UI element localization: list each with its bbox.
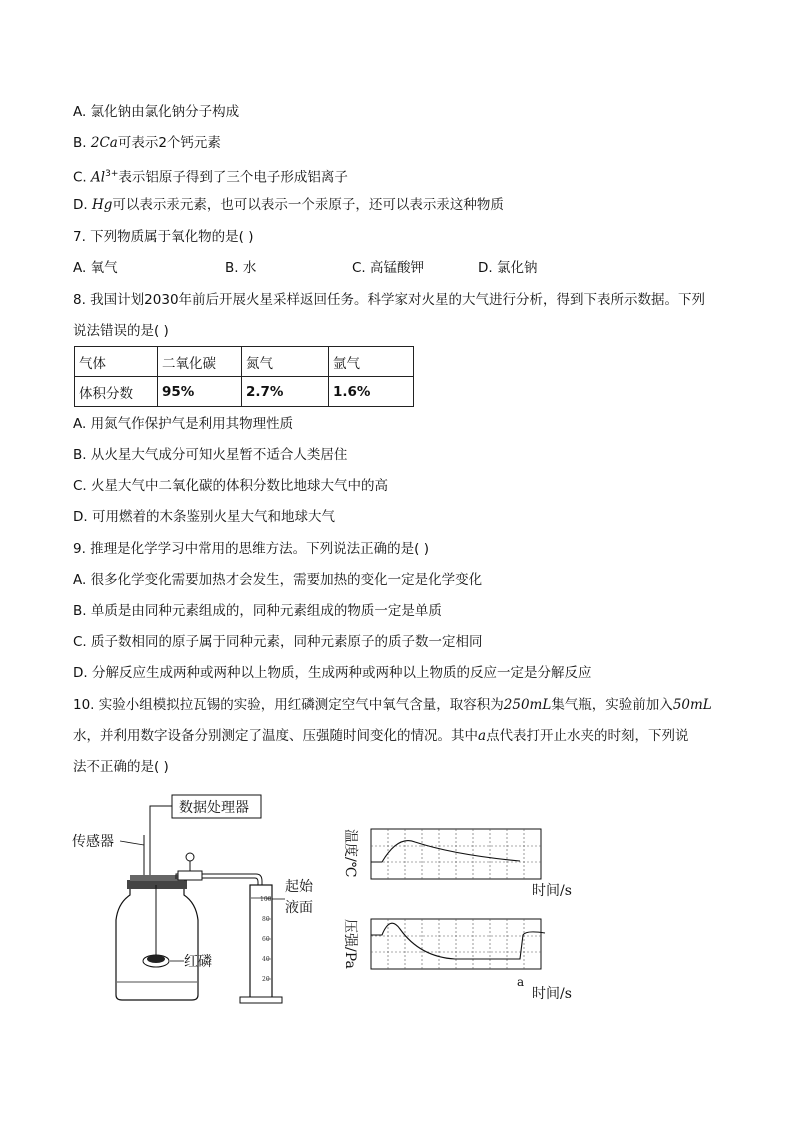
temperature-time-label: 时间/s [532,883,572,899]
phosphorus-label: 红磷 [184,954,212,970]
q8-option-d: D. 可用燃着的木条鉴别火星大气和地球大气 [73,509,335,525]
q6-option-d-suffix: 可以表示汞元素，也可以表示一个汞原子，还可以表示汞这种物质 [112,197,504,213]
mars-atmosphere-table [74,346,414,407]
table-cell: 体积分数 [75,377,158,407]
q6-option-c-charge: 3+ [105,169,119,179]
q6-option-d-prefix: D. [73,197,92,213]
start-level-label-2: 液面 [285,900,313,916]
cylinder-tick: 20 [262,976,270,983]
table-cell: 气体 [75,347,158,377]
q7-option-b: B. 水 [225,260,257,276]
q6-option-d [73,195,504,215]
q8-stem-line1: 8. 我国计划2030年前后开展火星采样返回任务。科学家对火星的大气进行分析，得到下表所示数据。下列 [73,292,706,308]
q6-option-c-prefix: C. [73,169,92,186]
q10-stem-line3: 法不正确的是( ) [73,759,169,775]
q7-option-a: A. 氧气 [73,260,118,276]
cylinder-tick: 60 [262,936,270,943]
gas-collecting-bottle [116,888,198,1000]
q10-point-var: a [478,728,487,744]
q9-option-a: A. 很多化学变化需要加热才会发生，需要加热的变化一定是化学变化 [73,572,483,588]
q9-stem: 9. 推理是化学学习中常用的思维方法。下列说法正确的是( ) [73,541,429,557]
pressure-axis-label: 压强/Pa [342,919,358,969]
table-cell: 氮气 [242,347,329,377]
q6-option-c-suffix: 表示铝原子得到了三个电子形成铝离子 [118,169,348,186]
cylinder-tick: 80 [262,916,270,923]
pressure-time-label: 时间/s [532,986,572,1002]
q7-option-c: C. 高锰酸钾 [352,260,425,276]
q10-volume-1: 250mL [503,697,552,713]
table-cell: 1.6% [329,377,414,407]
point-a-label: a [517,975,525,989]
q8-option-a: A. 用氮气作保护气是利用其物理性质 [73,416,294,432]
cylinder-tick: 40 [262,956,270,963]
q6-option-c [73,164,348,188]
q10-text: 10. 实验小组模拟拉瓦锡的实验，用红磷测定空气中氧气含量，取容积为 [73,697,504,713]
q10-text: 点代表打开止水夹的时刻，下列说 [486,728,689,744]
table-cell: 95% [158,377,242,407]
q10-stem-line1 [73,695,712,715]
q9-option-b: B. 单质是由同种元素组成的，同种元素组成的物质一定是单质 [73,603,442,619]
water-stop-clamp[interactable] [178,871,202,880]
stopper [127,880,187,889]
q6-option-a: A. 氯化钠由氯化钠分子构成 [73,104,240,120]
table-cell: 2.7% [242,377,329,407]
q7-option-d: D. 氯化钠 [478,260,538,276]
q8-stem-line2: 说法错误的是( ) [73,323,169,339]
clamp-screw-icon[interactable] [186,853,194,861]
table-cell: 二氧化碳 [158,347,242,377]
q8-option-c: C. 火星大气中二氧化碳的体积分数比地球大气中的高 [73,478,389,494]
q6-option-d-formula: Hg [91,197,113,213]
q7-stem: 7. 下列物质属于氧化物的是( ) [73,229,254,245]
q9-option-d: D. 分解反应生成两种或两种以上物质，生成两种或两种以上物质的反应一定是分解反应 [73,665,592,681]
q9-option-c: C. 质子数相同的原子属于同种元素，同种元素原子的质子数一定相同 [73,634,483,650]
table-header-row [75,347,414,377]
q10-text: 集气瓶，实验前加入 [551,697,673,713]
data-processor-label: 数据处理器 [179,800,249,816]
experiment-figure [72,795,580,1010]
q8-option-b: B. 从火星大气成分可知火星暂不适合人类居住 [73,447,348,463]
q10-volume-2: 50mL [672,697,712,713]
pressure-graph [342,919,572,1002]
cylinder-tick: 100 [260,896,272,903]
table-row [75,377,414,407]
start-level-label-1: 起始 [285,879,313,895]
table-cell: 氩气 [329,347,414,377]
q6-option-b [73,133,221,153]
temperature-graph [342,829,572,899]
q6-option-b-formula: 2Ca [90,135,118,151]
red-phosphorus [147,955,165,963]
sensor-label: 传感器 [72,834,114,850]
q6-option-b-prefix: B. [73,135,91,151]
q6-option-c-formula: Al [91,169,106,186]
temperature-axis-label: 温度/℃ [342,829,358,878]
q10-text: 水，并利用数字设备分别测定了温度、压强随时间变化的情况。其中 [73,728,478,744]
q6-option-b-suffix: 可表示2个钙元素 [117,135,221,151]
q10-stem-line2 [73,726,689,746]
